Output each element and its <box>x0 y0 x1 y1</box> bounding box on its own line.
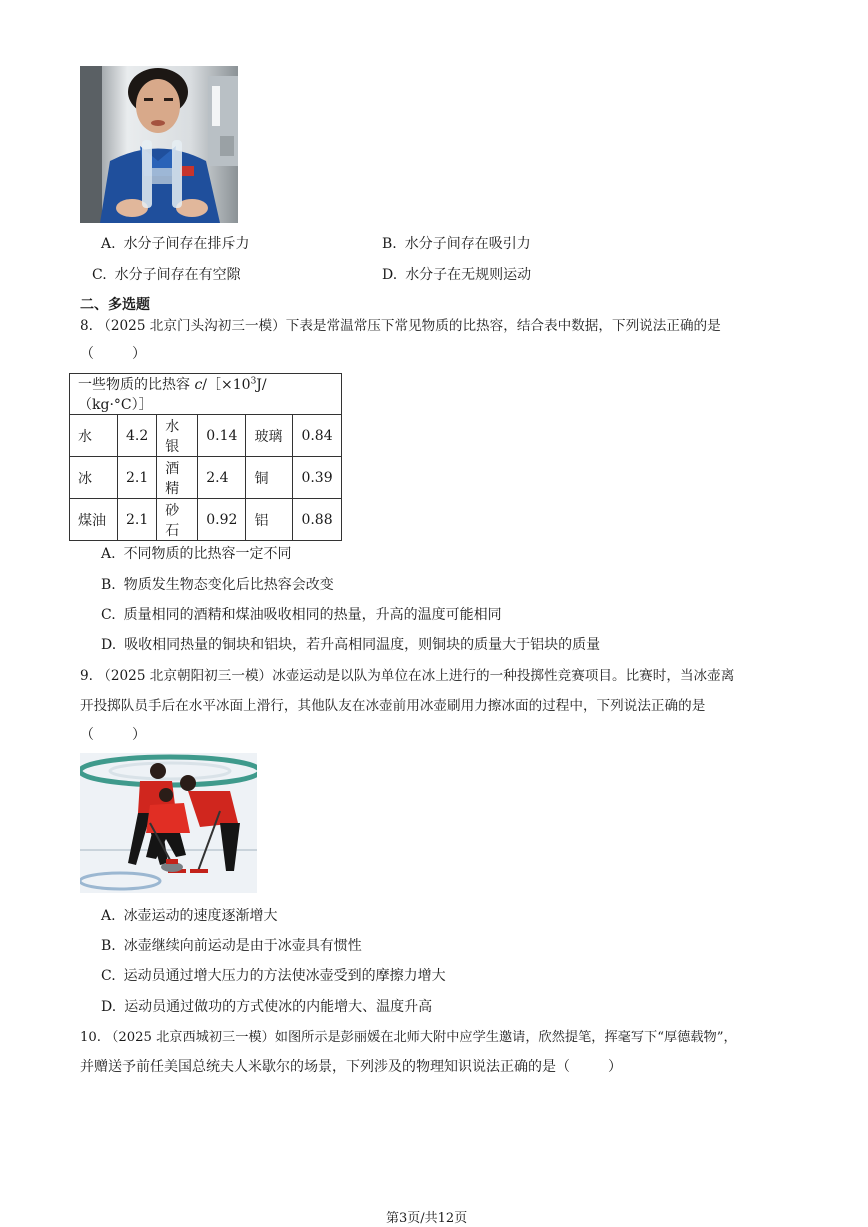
table-cell: 4.2 <box>118 415 157 457</box>
table-row <box>70 415 342 457</box>
table-cell: 0.84 <box>293 415 341 457</box>
q7-option-d: D. 水分子在无规则运动 <box>382 267 532 283</box>
table-cell: 冰 <box>70 457 118 499</box>
q7-option-a: A. 水分子间存在排斥力 <box>101 236 250 252</box>
table-cell: 0.14 <box>198 415 246 457</box>
table-row <box>70 457 342 499</box>
q7-option-b: B. 水分子间存在吸引力 <box>382 236 531 252</box>
table-cell: 水 <box>70 415 118 457</box>
section-heading: 二、多选题 <box>80 297 150 313</box>
q9-stem-line2: 开投掷队员手后在水平冰面上滑行，其他队友在冰壶前用冰壶刷用力擦冰面的过程中，下列说法正确的是 <box>80 698 706 714</box>
q9-option-a: A. 冰壶运动的速度逐渐增大 <box>101 908 278 924</box>
table-cell: 砂石 <box>157 499 198 541</box>
table-cell: 煤油 <box>70 499 118 541</box>
table-cell: 铜 <box>246 457 293 499</box>
astronaut-photo <box>80 66 238 223</box>
page-number: 第3页/共12页 <box>386 1211 468 1226</box>
q10-stem-line1: 10. （2025 北京西城初三一模）如图所示是彭丽媛在北师大附中应学生邀请，欣然提笔，挥毫写下“厚德载物”， <box>80 1030 737 1045</box>
astronaut-water-bridge-photo-icon <box>80 66 238 223</box>
q8-option-d: D. 吸收相同热量的铜块和铝块，若升高相同温度，则铜块的质量大于铝块的质量 <box>101 637 601 653</box>
q8-option-a: A. 不同物质的比热容一定不同 <box>101 546 292 562</box>
q9-option-b: B. 冰壶继续向前运动是由于冰壶具有惯性 <box>101 938 362 954</box>
q7-option-c: C. 水分子间存在有空隙 <box>92 267 241 283</box>
table-cell: 0.39 <box>293 457 341 499</box>
q9-answer-bracket: （ ） <box>80 727 146 743</box>
table-cell: 玻璃 <box>246 415 293 457</box>
q8-answer-bracket: （ ） <box>80 346 146 362</box>
curling-players-photo-icon <box>80 753 257 893</box>
table-cell: 铝 <box>246 499 293 541</box>
q10-stem-line2: 并赠送予前任美国总统夫人米歇尔的场景，下列涉及的物理知识说法正确的是（ ） <box>80 1059 622 1075</box>
q8-stem: 8. （2025 北京门头沟初三一模）下表是常温常压下常见物质的比热容，结合表中数据，下列说法正确的是 <box>80 318 721 334</box>
table-row <box>70 499 342 541</box>
table-header: 一些物质的比热容 $c/[\times 10^3J/(kg\cdot^\circ C)]$ <box>70 374 342 415</box>
table-cell: 水银 <box>157 415 198 457</box>
table-cell: 2.1 <box>118 457 157 499</box>
table-cell: 0.92 <box>198 499 246 541</box>
q8-option-c: C. 质量相同的酒精和煤油吸收相同的热量，升高的温度可能相同 <box>101 607 502 623</box>
q9-option-d: D. 运动员通过做功的方式使冰的内能增大、温度升高 <box>101 999 433 1015</box>
table-cell: 2.4 <box>198 457 246 499</box>
table-cell: 2.1 <box>118 499 157 541</box>
q9-option-c: C. 运动员通过增大压力的方法使冰壶受到的摩擦力增大 <box>101 968 446 984</box>
table-cell: 0.88 <box>293 499 341 541</box>
table-cell: 酒精 <box>157 457 198 499</box>
q8-option-b: B. 物质发生物态变化后比热容会改变 <box>101 577 334 593</box>
curling-photo <box>80 753 257 893</box>
q9-stem-line1: 9. （2025 北京朝阳初三一模）冰壶运动是以队为单位在冰上进行的一种投掷性竞赛项目。比赛时，当冰壶离 <box>80 668 735 684</box>
specific-heat-table <box>69 373 342 541</box>
